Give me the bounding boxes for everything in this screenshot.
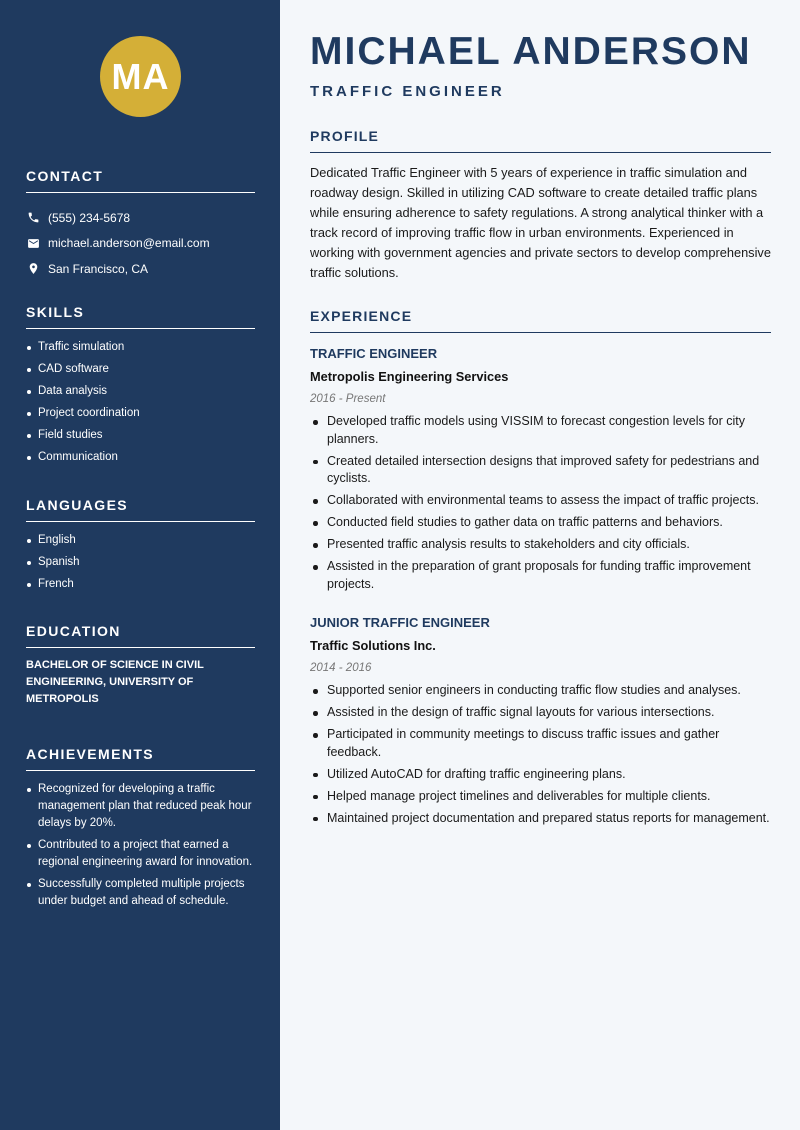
skills-list — [26, 339, 255, 466]
candidate-name: MICHAEL ANDERSON — [310, 30, 752, 73]
job-bullets — [310, 413, 771, 593]
languages-section — [26, 497, 255, 598]
job-bullet: Presented traffic analysis results to stakeholders and city officials. — [310, 536, 771, 554]
skill-item: CAD software — [26, 361, 255, 378]
email-text: michael.anderson@email.com — [48, 236, 210, 251]
job-bullet: Developed traffic models using VISSIM to forecast congestion levels for city planners. — [310, 413, 771, 448]
job-dates: 2016 - Present — [310, 393, 386, 405]
job-dates: 2014 - 2016 — [310, 662, 372, 674]
skills-section — [26, 304, 255, 471]
experience-heading: EXPERIENCE — [310, 308, 771, 333]
achievements-section — [26, 746, 255, 915]
achievement-item: Recognized for developing a traffic management plan that reduced peak hour delays by 20%. — [26, 781, 255, 832]
email-icon — [26, 236, 40, 250]
achievement-item: Successfully completed multiple projects under budget and ahead of schedule. — [26, 876, 255, 910]
job-bullets — [310, 682, 771, 827]
job-bullet: Utilized AutoCAD for drafting traffic engineering plans. — [310, 766, 771, 784]
skills-heading: SKILLS — [26, 304, 255, 329]
contact-section — [26, 168, 255, 282]
job-bullet: Collaborated with environmental teams to assess the impact of traffic projects. — [310, 492, 771, 510]
language-item: English — [26, 532, 255, 549]
skill-item: Project coordination — [26, 405, 255, 422]
skill-item: Field studies — [26, 427, 255, 444]
achievements-list — [26, 781, 255, 910]
job-bullet: Participated in community meetings to discuss traffic issues and gather feedback. — [310, 726, 771, 761]
avatar: MA — [100, 36, 181, 117]
job-bullet: Created detailed intersection designs that improved safety for pedestrians and cyclists. — [310, 453, 771, 488]
job-bullet: Helped manage project timelines and deliverables for multiple clients. — [310, 788, 771, 806]
language-item: Spanish — [26, 554, 255, 571]
phone-text: (555) 234-5678 — [48, 210, 131, 225]
job-entry — [310, 612, 771, 832]
education-degree: BACHELOR OF SCIENCE IN CIVIL ENGINEERING, UNIVERSITY OF METROPOLIS — [26, 659, 204, 705]
contact-phone — [26, 205, 255, 231]
skill-item: Traffic simulation — [26, 339, 255, 356]
job-entry — [310, 343, 771, 598]
job-bullet: Assisted in the preparation of grant proposals for funding traffic improvement projects. — [310, 558, 771, 593]
contact-location — [26, 256, 255, 282]
education-section — [26, 623, 255, 708]
sidebar — [0, 0, 280, 1130]
location-pin-icon — [26, 262, 40, 276]
education-heading: EDUCATION — [26, 623, 255, 648]
language-item: French — [26, 576, 255, 593]
skill-item: Data analysis — [26, 383, 255, 400]
job-bullet: Supported senior engineers in conducting traffic flow studies and analyses. — [310, 682, 771, 700]
profile-text: Dedicated Traffic Engineer with 5 years of experience in traffic simulation and roadway design. Skilled in utilizing CAD software to create detailed traffic plans while ensuring adherence to safety regulations. A strong analytical thinker with a track record of improving traffic flow in urban environments. Experienced in working with government agencies and private sectors to develop comprehensive traffic solutions. — [310, 165, 771, 280]
achievements-heading: ACHIEVEMENTS — [26, 746, 255, 771]
languages-heading: LANGUAGES — [26, 497, 255, 522]
job-bullet: Conducted field studies to gather data on traffic patterns and behaviors. — [310, 514, 771, 532]
job-company: Traffic Solutions Inc. — [310, 638, 436, 653]
skill-item: Communication — [26, 449, 255, 466]
achievement-item: Contributed to a project that earned a regional engineering award for innovation. — [26, 837, 255, 871]
contact-list — [26, 205, 255, 282]
location-text: San Francisco, CA — [48, 261, 149, 276]
profile-heading: PROFILE — [310, 128, 771, 153]
job-bullet: Maintained project documentation and prepared status reports for management. — [310, 810, 771, 828]
job-title: JUNIOR TRAFFIC ENGINEER — [310, 615, 490, 630]
contact-email — [26, 231, 255, 257]
job-company: Metropolis Engineering Services — [310, 369, 509, 384]
phone-icon — [26, 211, 40, 225]
job-title-header: TRAFFIC ENGINEER — [310, 83, 505, 100]
job-bullet: Assisted in the design of traffic signal layouts for various intersections. — [310, 704, 771, 722]
contact-heading: CONTACT — [26, 168, 255, 193]
languages-list — [26, 532, 255, 593]
job-title: TRAFFIC ENGINEER — [310, 346, 438, 361]
